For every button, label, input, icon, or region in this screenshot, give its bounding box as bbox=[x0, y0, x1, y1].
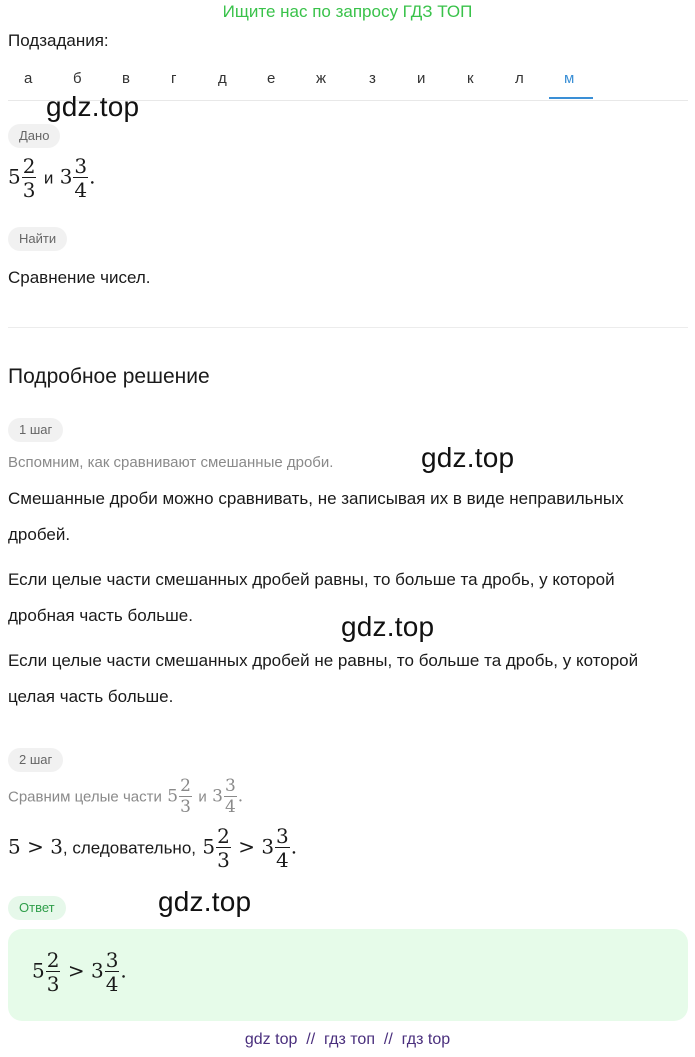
step1-paragraph-2-line-2: дробная часть больше. bbox=[8, 606, 193, 625]
period: . bbox=[89, 164, 96, 189]
given-expression bbox=[8, 156, 96, 200]
active-tab-indicator bbox=[549, 97, 593, 99]
footer-links[interactable]: gdz top // гдз топ // гдз top bbox=[244, 1031, 451, 1048]
conjunction: и bbox=[198, 788, 207, 806]
denominator: 3 bbox=[217, 848, 230, 872]
numerator: 3 bbox=[105, 948, 119, 972]
whole-part: 3 bbox=[212, 786, 223, 807]
whole-part: 3 bbox=[59, 164, 73, 189]
answer-chip: Ответ bbox=[8, 896, 66, 920]
period: . bbox=[120, 958, 127, 983]
step1-paragraph-2-line-1: Если целые части смешанных дробей равны, то больше та дробь, у которой bbox=[8, 570, 615, 589]
numerator: 2 bbox=[22, 154, 36, 178]
subtasks-label: Подзадания: bbox=[8, 31, 109, 50]
answer-expression bbox=[32, 950, 127, 994]
fraction bbox=[224, 778, 237, 816]
whole-part: 3 bbox=[90, 958, 104, 983]
fraction bbox=[275, 826, 290, 870]
fraction bbox=[46, 950, 61, 994]
whole-part: 5 bbox=[8, 164, 21, 189]
numerator: 2 bbox=[46, 948, 60, 972]
denominator: 4 bbox=[74, 178, 88, 202]
step2-chip: 2 шаг bbox=[8, 748, 63, 772]
period: . bbox=[290, 834, 298, 859]
step1-paragraph-1-line-1: Смешанные дроби можно сравнивать, не записывая их в виде неправильных bbox=[8, 489, 624, 508]
numerator: 2 bbox=[180, 776, 191, 796]
denominator: 3 bbox=[46, 972, 60, 996]
tab-g[interactable]: г bbox=[171, 70, 177, 87]
watermark: gdz.top bbox=[421, 442, 515, 473]
step1-paragraph-3-line-2: целая часть больше. bbox=[8, 687, 174, 706]
whole-part: 3 bbox=[261, 834, 275, 859]
tab-b[interactable]: б bbox=[73, 70, 82, 87]
tab-a[interactable]: а bbox=[24, 70, 33, 87]
fraction bbox=[105, 950, 120, 994]
numerator: 2 bbox=[217, 824, 230, 848]
hint-text: Сравним целые части bbox=[8, 788, 162, 806]
step2-hint bbox=[8, 778, 243, 816]
step2-conclusion bbox=[8, 826, 297, 870]
tab-k[interactable]: к bbox=[467, 70, 474, 87]
tab-l[interactable]: л bbox=[515, 70, 524, 87]
watermark: gdz.top bbox=[341, 611, 435, 642]
step1-paragraph-1-line-2: дробей. bbox=[8, 525, 71, 544]
given-chip: Дано bbox=[8, 124, 60, 148]
denominator: 4 bbox=[105, 972, 119, 996]
denominator: 3 bbox=[22, 178, 36, 202]
find-chip: Найти bbox=[8, 227, 67, 251]
tab-i[interactable]: и bbox=[417, 70, 426, 87]
whole-part: 5 bbox=[202, 834, 216, 859]
divider bbox=[8, 327, 688, 328]
tab-v[interactable]: в bbox=[122, 70, 130, 87]
solution-title: Подробное решение bbox=[8, 365, 210, 388]
denominator: 4 bbox=[224, 797, 236, 817]
promo-banner[interactable]: Ищите нас по запросу ГДЗ ТОП bbox=[222, 2, 473, 21]
find-text: Сравнение чисел. bbox=[8, 268, 151, 287]
tab-m[interactable]: м bbox=[564, 70, 575, 87]
fraction bbox=[216, 826, 231, 870]
step1-chip: 1 шаг bbox=[8, 418, 63, 442]
tab-z[interactable]: з bbox=[369, 70, 376, 87]
denominator: 4 bbox=[276, 848, 289, 872]
whole-part: 5 bbox=[32, 958, 45, 983]
watermark: gdz.top bbox=[158, 886, 252, 917]
numerator: 3 bbox=[276, 824, 289, 848]
greater-than: > bbox=[238, 834, 255, 859]
step1-paragraph-3-line-1: Если целые части смешанных дробей не равны, то больше та дробь, у которой bbox=[8, 651, 639, 670]
numerator: 3 bbox=[224, 776, 236, 796]
period: . bbox=[237, 786, 244, 807]
whole-comparison: 5 > 3 bbox=[8, 834, 63, 859]
conjunction: и bbox=[43, 168, 54, 188]
whole-part: 5 bbox=[167, 786, 179, 807]
fraction bbox=[73, 156, 88, 200]
fraction bbox=[179, 778, 192, 816]
tab-d[interactable]: д bbox=[218, 70, 227, 87]
step1-hint: Вспомним, как сравнивают смешанные дроби. bbox=[8, 454, 334, 471]
denominator: 3 bbox=[180, 797, 191, 817]
tab-e[interactable]: е bbox=[267, 70, 276, 87]
numerator: 3 bbox=[74, 154, 88, 178]
tab-zh[interactable]: ж bbox=[316, 70, 327, 87]
greater-than: > bbox=[67, 958, 85, 983]
conclusion-word: , следовательно, bbox=[62, 838, 196, 858]
fraction bbox=[22, 156, 37, 200]
watermark: gdz.top bbox=[46, 91, 140, 122]
